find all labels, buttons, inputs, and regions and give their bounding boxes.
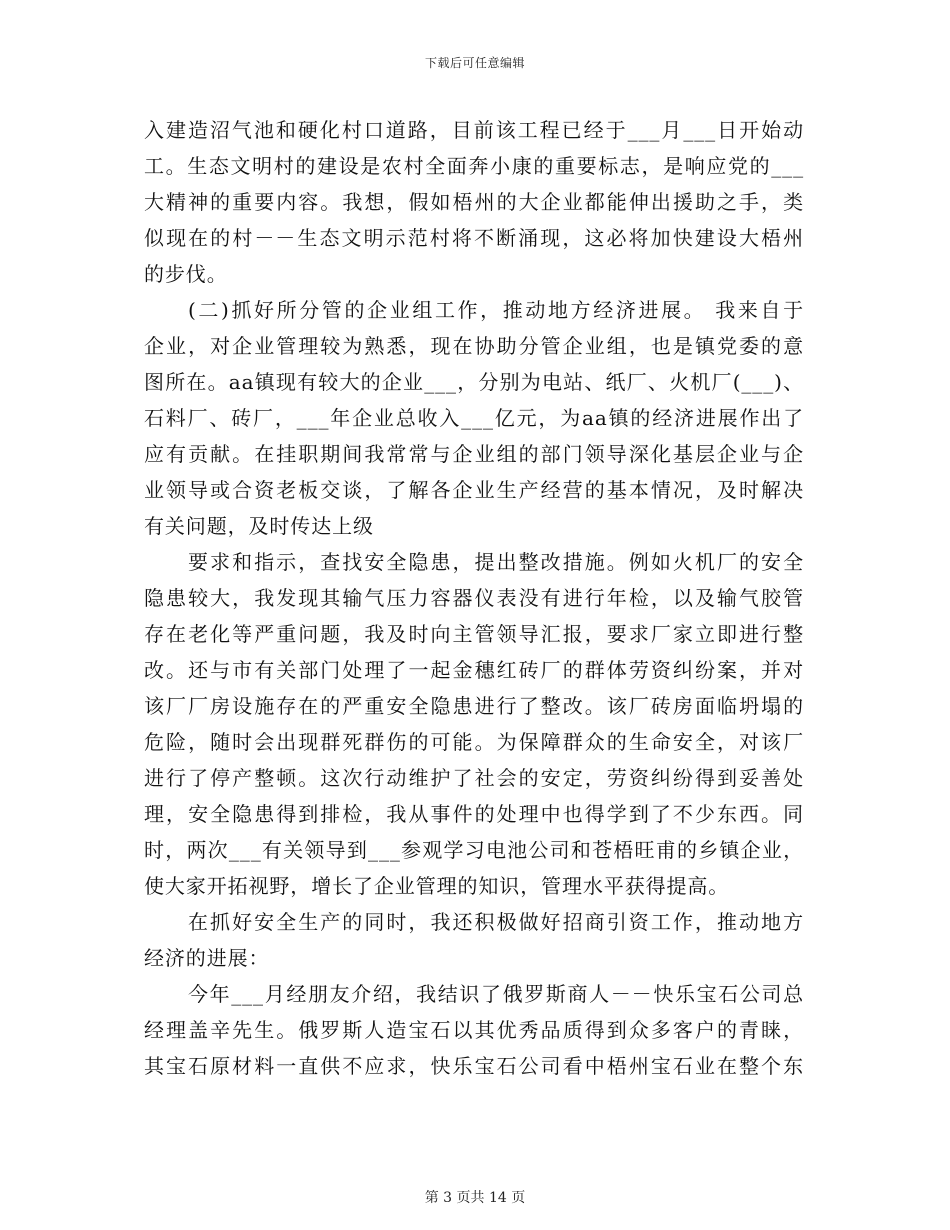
body-line: 经理盖辛先生。俄罗斯人造宝石以其优秀品质得到众多客户的青睐， <box>144 1018 804 1042</box>
page-header: 下载后可任意编辑 <box>424 56 525 70</box>
body-line: 的步伐。 <box>144 262 228 286</box>
body-line: 危险，随时会出现群死群伤的可能。为保障群众的生命安全，对该厂 <box>144 730 804 754</box>
document-body <box>144 112 804 1084</box>
body-line: 理，安全隐患得到排检，我从事件的处理中也得学到了不少东西。同 <box>144 802 804 826</box>
body-line: 要求和指示，查找安全隐患，提出整改措施。例如火机厂的安全 <box>188 550 804 574</box>
body-line: 企业，对企业管理较为熟悉，现在协助分管企业组，也是镇党委的意 <box>144 334 804 358</box>
body-line: 其宝石原材料一直供不应求，快乐宝石公司看中梧州宝石业在整个东 <box>144 1054 804 1078</box>
body-line: 改。还与市有关部门处理了一起金穗红砖厂的群体劳资纠纷案，并对 <box>144 658 804 682</box>
body-line: 进行了停产整顿。这次行动维护了社会的安定，劳资纠纷得到妥善处 <box>144 766 804 790</box>
body-line: 在抓好安全生产的同时，我还积极做好招商引资工作，推动地方 <box>188 910 804 934</box>
page-footer: 第 3 页共 14 页 <box>424 1190 526 1206</box>
body-line: 有关问题，及时传达上级 <box>144 514 374 538</box>
body-line: 大精神的重要内容。我想，假如梧州的大企业都能伸出援助之手，类 <box>144 190 804 214</box>
body-line: 石料厂、砖厂，___年企业总收入___亿元，为aa镇的经济进展作出了 <box>144 406 804 430</box>
body-line: 隐患较大，我发现其输气压力容器仪表没有进行年检，以及输气胶管 <box>144 586 804 610</box>
body-line: 工。生态文明村的建设是农村全面奔小康的重要标志，是响应党的___ <box>144 154 804 178</box>
body-line: 似现在的村－－生态文明示范村将不断涌现，这必将加快建设大梧州 <box>144 226 804 250</box>
body-line: 该厂厂房设施存在的严重安全隐患进行了整改。该厂砖房面临坍塌的 <box>144 694 804 718</box>
body-line: 使大家开拓视野，增长了企业管理的知识，管理水平获得提高。 <box>144 874 730 898</box>
body-line: 时，两次___有关领导到___参观学习电池公司和苍梧旺甫的乡镇企业， <box>144 838 804 862</box>
body-line: 经济的进展： <box>144 946 270 970</box>
body-line: 今年___月经朋友介绍，我结识了俄罗斯商人－－快乐宝石公司总 <box>188 982 804 1006</box>
body-line: 入建造沼气池和硬化村口道路，目前该工程已经于___月___日开始动 <box>144 118 804 142</box>
body-line: 应有贡献。在挂职期间我常常与企业组的部门领导深化基层企业与企 <box>144 442 804 466</box>
body-line: 业领导或合资老板交谈，了解各企业生产经营的基本情况，及时解决 <box>144 478 804 502</box>
body-line: 存在老化等严重问题，我及时向主管领导汇报，要求厂家立即进行整 <box>144 622 804 646</box>
body-line: (二)抓好所分管的企业组工作，推动地方经济进展。 我来自于 <box>188 298 804 322</box>
body-line: 图所在。aa镇现有较大的企业___，分别为电站、纸厂、火机厂(___)、 <box>144 370 804 394</box>
